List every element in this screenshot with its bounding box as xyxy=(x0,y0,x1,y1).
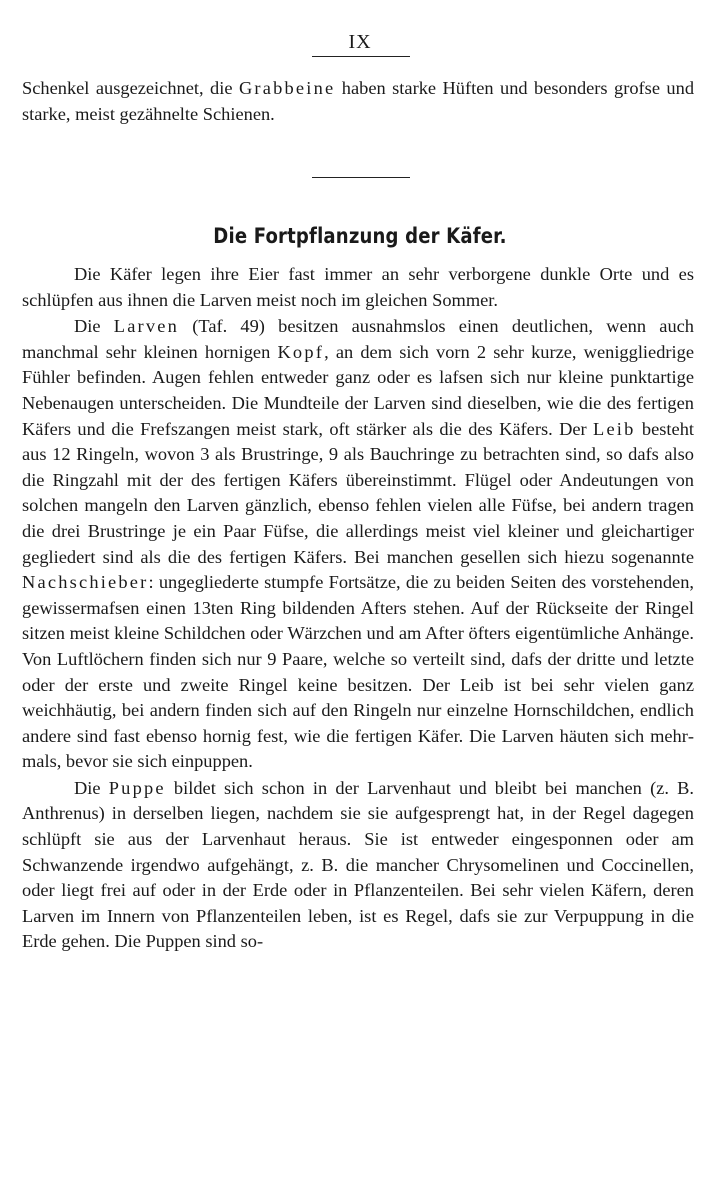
paragraph-eggs: Die Käfer legen ihre Eier fast immer an sehr verborgene dunkle Orte und es schlüpfen aus ihnen die Larven meist noch im gleichen Sommer. xyxy=(22,264,694,310)
p2-text-4: besteht aus 12 Ringeln, wovon 3 als Brustringe, 9 als Bauchringe zu betrachten sind, so dafs also die Ringzahl mit der des fertigen Käfers übereinstimmt. Flügel oder Andeutungen von solchen mangeln den Larven gänzlich, ebenso fehlen vielen alle Füfse, bei andern tragen die drei Brustringe je ein Paar Füfse, die allerdings meist viel kleiner und gleichartiger gegliedert sind als die des fertigen Käfers. Bei manchen gesellen sich hiezu sogenannte xyxy=(22,418,694,567)
page-number: IX xyxy=(348,31,372,53)
p2-text-1: Die xyxy=(74,316,114,337)
section-heading: Die Fortpflanzung der Käfer. xyxy=(213,224,507,248)
section-divider xyxy=(312,177,410,178)
p3-emphasis-puppe: Puppe xyxy=(108,777,166,798)
p2-emphasis-nachschieber: Nachschieber xyxy=(22,572,149,593)
p3-text-2: bildet sich schon in der Larvenhaut und bleibt bei manchen (z. B. Anthrenus) in derselben liegen, nachdem sie sie aufgesprengt hat, in der Regel dagegen schlüpft sie aus der Larvenhaut heraus. Sie ist entweder eingesponnen oder am Schwanzende irgendwo aufgehängt, z. B. die mancher Chrysomelinen und Coccinellen, oder liegt frei auf oder in der Erde oder in Pflanzenteilen. Bei sehr vielen Käfern, deren Larven im Innern von Pflanzenteilen leben, ist es Regel, dafs sie zur Verpuppung in die Erde gehen. Die Puppen sind so- xyxy=(22,777,695,952)
header-rule xyxy=(312,56,410,57)
p2-text-2: (Taf. 49) besitzen ausnahmslos einen deutlichen, wenn auch manchmal sehr kleinen hornigen xyxy=(22,316,694,362)
paragraph-pupa xyxy=(22,776,694,955)
p2-emphasis-larven: Larven xyxy=(113,316,180,337)
intro-text-1: Schenkel ausgezeichnet, die xyxy=(22,78,239,98)
intro-emphasis-grabbeine: Grabbeine xyxy=(238,78,336,98)
intro-paragraph-block xyxy=(22,76,694,127)
p2-text-5: : ungegliederte stumpfe Fortsätze, die zu beiden Seiten des vorstehenden, gewissermafsen einen 13ten Ring bildenden Afters stehen. Auf der Rückseite der Ringel sitzen meist kleine Schildchen oder Wärzchen und am After öfters eigentümliche Anhänge. Von Luftlöchern finden sich nur 9 Paare, welche so verteilt sind, dafs der dritte und letzte oder der erste und zweite Ringel keine besitzen. Der Leib ist bei sehr vielen ganz weichhäutig, bei andern finden sich auf den Ringeln nur einzelne Hornschildchen, endlich andere sind fast ebenso hornig fest, wie die fertigen Käfer. Die Larven häuten sich mehrmals, bevor sie sich einpuppen. xyxy=(22,572,694,772)
section-body xyxy=(22,262,694,956)
intro-paragraph xyxy=(22,76,694,127)
intro-text-2: haben starke Hüften und besonders grofse und starke, meist gezähnelte Schienen. xyxy=(22,78,695,124)
p3-text-1: Die xyxy=(74,777,109,798)
p2-emphasis-leib: Leib xyxy=(593,418,636,439)
p2-text-3: , an dem sich vorn 2 sehr kurze, weniggliedrige Fühler befinden. Augen fehlen entweder ganz oder es lafsen sich nur kleine punktartige Nebenaugen unterscheiden. Die Mundteile der Larven sind dieselben, wie die des fertigen Käfers und die Frefszangen meist stark, oft stärker als die des Käfers. Der xyxy=(22,341,694,439)
p2-emphasis-kopf: Kopf xyxy=(277,341,325,362)
paragraph-larvae xyxy=(22,314,694,775)
